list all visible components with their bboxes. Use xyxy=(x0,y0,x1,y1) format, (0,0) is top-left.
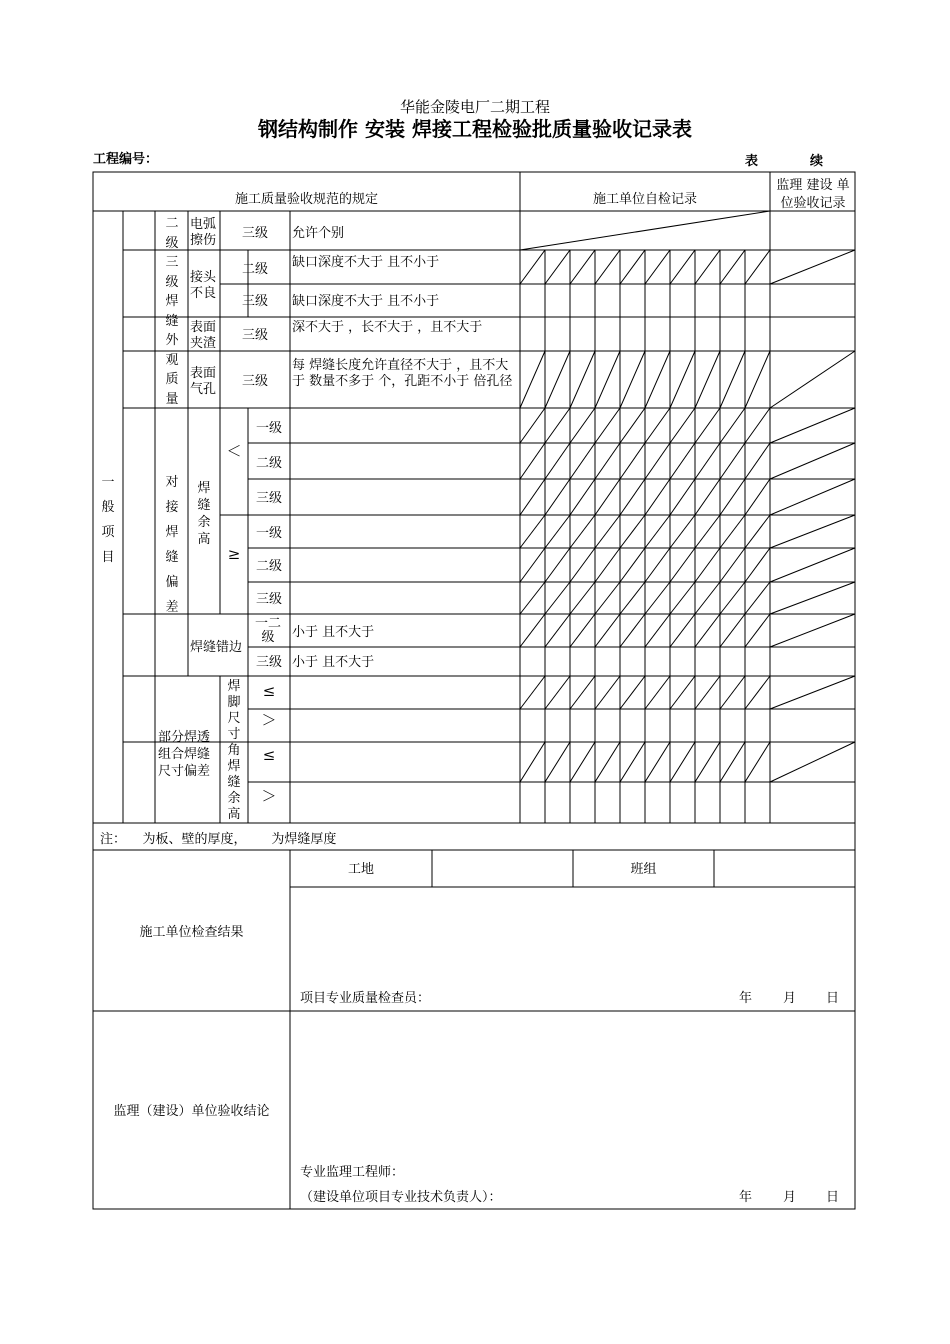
check-cell-strike xyxy=(545,351,570,408)
greater-equal-symbol: ≥ xyxy=(227,545,241,563)
check-cell-strike xyxy=(595,351,620,408)
check-cell-strike xyxy=(570,479,595,515)
check-cell-strike xyxy=(545,443,570,479)
continued-label: 续 xyxy=(810,154,824,169)
check-cell-strike xyxy=(695,479,720,515)
check-cell-strike xyxy=(695,515,720,548)
check-cell-strike xyxy=(545,408,570,443)
supervision-cell-strike xyxy=(770,351,855,408)
check-cell-strike xyxy=(595,250,620,284)
check-cell-strike xyxy=(520,408,545,443)
check-cell-strike xyxy=(645,443,670,479)
check-cell-strike xyxy=(645,479,670,515)
check-cell-strike xyxy=(645,351,670,408)
check-cell-strike xyxy=(645,515,670,548)
check-cell-strike xyxy=(570,548,595,582)
check-cell-strike xyxy=(720,479,745,515)
check-cell-strike xyxy=(695,408,720,443)
check-cell-strike xyxy=(520,515,545,548)
check-cell-strike xyxy=(545,614,570,647)
check-cell-strike xyxy=(520,479,545,515)
site-label: 工地 xyxy=(347,862,374,877)
contractor-month: 月 xyxy=(783,991,797,1006)
check-cell-strike xyxy=(570,515,595,548)
check-cell-strike xyxy=(620,742,645,782)
check-cell-strike xyxy=(695,614,720,647)
check-cell-strike xyxy=(595,443,620,479)
check-cell-strike xyxy=(620,548,645,582)
check-cell-strike xyxy=(570,408,595,443)
form-title: 钢结构制作 安装 焊接工程检验批质量验收记录表 xyxy=(258,117,692,141)
arc-strike-requirement: 允许个别 xyxy=(292,226,345,241)
grade-3-a: 三级 xyxy=(255,491,282,506)
check-cell-strike xyxy=(620,614,645,647)
check-cell-strike xyxy=(720,548,745,582)
check-cell-strike xyxy=(620,515,645,548)
less-than-symbol: ＜ xyxy=(226,442,242,460)
grade-1-b: 一级 xyxy=(255,526,282,541)
arc-strike-grade: 三级 xyxy=(241,226,268,241)
check-cell-strike xyxy=(620,479,645,515)
check-cell-strike xyxy=(545,548,570,582)
misalignment-requirement-12: 小于 且不大于 xyxy=(292,625,375,640)
table-label: 表 xyxy=(745,154,759,169)
supervision-cell-strike xyxy=(770,408,855,443)
check-cell-strike xyxy=(620,250,645,284)
contractor-day: 日 xyxy=(826,991,840,1006)
check-cell-strike xyxy=(570,351,595,408)
fillet-reinforcement-label: 角焊缝余高 xyxy=(227,743,241,822)
check-cell-strike xyxy=(695,351,720,408)
check-cell-strike xyxy=(570,582,595,614)
check-cell-strike xyxy=(745,515,770,548)
joint-defect-grade-2: 二级 xyxy=(241,262,268,277)
appearance-quality-label: 二级三级焊缝外观质量 xyxy=(165,216,179,407)
grade-2-b: 二级 xyxy=(255,559,282,574)
check-cell-strike xyxy=(695,742,720,782)
supervision-cell-strike xyxy=(770,582,855,614)
check-cell-strike xyxy=(545,582,570,614)
check-cell-strike xyxy=(720,676,745,709)
check-cell-strike xyxy=(720,742,745,782)
contractor-result-label: 施工单位检查结果 xyxy=(139,925,244,940)
porosity-grade: 三级 xyxy=(241,374,268,389)
team-label: 班组 xyxy=(630,862,657,877)
grade-3-b: 三级 xyxy=(255,592,282,607)
check-cell-strike xyxy=(695,250,720,284)
joint-defect-item: 接头不良 xyxy=(190,270,217,301)
check-cell-strike xyxy=(620,582,645,614)
joint-defect-grade-3: 三级 xyxy=(241,294,268,309)
reinforcement-label: 焊缝余高 xyxy=(197,481,211,547)
fillet-size-le-symbol: ≤ xyxy=(262,682,276,700)
arc-strike-item: 电弧擦伤 xyxy=(190,217,217,248)
check-cell-strike xyxy=(520,582,545,614)
project-number-label: 工程编号： xyxy=(93,152,159,167)
check-cell-strike xyxy=(595,582,620,614)
check-cell-strike xyxy=(545,515,570,548)
project-subtitle: 华能金陵电厂二期工程 xyxy=(399,98,550,116)
slag-grade: 三级 xyxy=(241,328,268,343)
fillet-reinf-gt-symbol: ＞ xyxy=(261,787,277,805)
check-cell-strike xyxy=(520,742,545,782)
check-cell-strike xyxy=(645,250,670,284)
check-cell-strike xyxy=(620,676,645,709)
fillet-reinf-le-symbol: ≤ xyxy=(262,746,276,764)
check-cell-strike xyxy=(570,443,595,479)
check-cell-strike xyxy=(520,614,545,647)
supervisor-day: 日 xyxy=(826,1190,840,1205)
check-cell-strike xyxy=(645,582,670,614)
check-cell-strike xyxy=(545,479,570,515)
check-cell-strike xyxy=(745,742,770,782)
check-cell-strike xyxy=(745,676,770,709)
owner-technical-lead-label: （建设单位项目专业技术负责人）： xyxy=(300,1190,502,1205)
supervision-cell-strike xyxy=(770,676,855,709)
check-cell-strike xyxy=(745,479,770,515)
check-cell-strike xyxy=(695,548,720,582)
check-cell-strike xyxy=(670,742,695,782)
misalignment-requirement-3: 小于 且不大于 xyxy=(292,655,375,670)
check-cell-strike xyxy=(570,742,595,782)
check-cell-strike xyxy=(670,548,695,582)
check-cell-strike xyxy=(595,515,620,548)
check-cell-strike xyxy=(670,479,695,515)
check-cell-strike xyxy=(570,676,595,709)
slag-item: 表面夹渣 xyxy=(190,320,217,351)
check-cell-strike xyxy=(620,443,645,479)
joint-defect-requirement-2: 缺口深度不大于 且不小于 xyxy=(292,255,440,270)
arc-strike-check-strike xyxy=(520,211,770,250)
check-cell-strike xyxy=(545,250,570,284)
check-cell-strike xyxy=(670,676,695,709)
quality-inspector-label: 项目专业质量检查员： xyxy=(300,991,431,1006)
misalignment-grade-12: 一二级 xyxy=(254,616,281,645)
check-cell-strike xyxy=(545,676,570,709)
supervision-cell-strike xyxy=(770,742,855,782)
slag-requirement: 深不大于 ，长不大于 ，且不大于 xyxy=(292,320,483,335)
check-cell-strike xyxy=(595,676,620,709)
supervision-cell-strike xyxy=(770,515,855,548)
check-cell-strike xyxy=(670,515,695,548)
check-cell-strike xyxy=(520,351,545,408)
supervisor-conclusion-label: 监理（建设）单位验收结论 xyxy=(113,1104,270,1119)
fillet-size-label: 焊脚尺寸 xyxy=(227,679,241,742)
check-cell-strike xyxy=(695,676,720,709)
supervision-cell-strike xyxy=(770,443,855,479)
grade-2-a: 二级 xyxy=(255,456,282,471)
butt-weld-deviation-label: 对接焊缝偏差 xyxy=(165,475,179,615)
check-cell-strike xyxy=(570,614,595,647)
check-cell-strike xyxy=(520,443,545,479)
check-cell-strike xyxy=(645,614,670,647)
check-cell-strike xyxy=(670,443,695,479)
misalignment-grade-3: 三级 xyxy=(255,655,282,670)
check-cell-strike xyxy=(745,408,770,443)
check-cell-strike xyxy=(620,351,645,408)
check-cell-strike xyxy=(595,742,620,782)
check-cell-strike xyxy=(720,614,745,647)
check-cell-strike xyxy=(670,351,695,408)
check-cell-strike xyxy=(670,582,695,614)
table-note: 注： 为板、壁的厚度， 为焊缝厚度 xyxy=(100,832,337,847)
check-cell-strike xyxy=(595,479,620,515)
check-cell-strike xyxy=(720,443,745,479)
check-cell-strike xyxy=(695,582,720,614)
check-cell-strike xyxy=(545,742,570,782)
check-cell-strike xyxy=(745,582,770,614)
check-cell-strike xyxy=(745,443,770,479)
check-cell-strike xyxy=(520,676,545,709)
check-cell-strike xyxy=(670,250,695,284)
check-cell-strike xyxy=(595,548,620,582)
check-cell-strike xyxy=(745,351,770,408)
supervision-cell-strike xyxy=(770,250,855,284)
check-cell-strike xyxy=(720,582,745,614)
partial-penetration-label: 部分焊透组合焊缝尺寸偏差 xyxy=(158,730,211,779)
supervisor-year: 年 xyxy=(739,1190,753,1205)
supervising-engineer-label: 专业监理工程师： xyxy=(300,1165,405,1180)
spec-column-header: 施工质量验收规范的规定 xyxy=(234,192,378,207)
supervision-cell-strike xyxy=(770,614,855,647)
check-cell-strike xyxy=(645,408,670,443)
check-cell-strike xyxy=(720,408,745,443)
supervisor-month: 月 xyxy=(783,1190,797,1205)
check-cell-strike xyxy=(745,548,770,582)
check-cell-strike xyxy=(595,614,620,647)
supervision-cell-strike xyxy=(770,479,855,515)
check-cell-strike xyxy=(695,443,720,479)
check-cell-strike xyxy=(645,548,670,582)
porosity-item: 表面气孔 xyxy=(190,366,217,397)
check-cell-strike xyxy=(520,250,545,284)
fillet-size-gt-symbol: ＞ xyxy=(261,711,277,729)
check-cell-strike xyxy=(720,351,745,408)
misalignment-label: 焊缝错边 xyxy=(190,640,243,655)
check-cell-strike xyxy=(720,515,745,548)
supervision-cell-strike xyxy=(770,548,855,582)
check-cell-strike xyxy=(745,614,770,647)
check-cell-strike xyxy=(645,742,670,782)
check-cell-strike xyxy=(595,408,620,443)
check-cell-strike xyxy=(670,408,695,443)
check-cell-strike xyxy=(520,548,545,582)
check-cell-strike xyxy=(570,250,595,284)
check-cell-strike xyxy=(745,250,770,284)
contractor-year: 年 xyxy=(739,991,753,1006)
self-check-column-header: 施工单位自检记录 xyxy=(592,192,697,207)
check-cell-strike xyxy=(620,408,645,443)
joint-defect-requirement-3: 缺口深度不大于 且不小于 xyxy=(292,294,440,309)
check-cell-strike xyxy=(645,676,670,709)
check-cell-strike xyxy=(720,250,745,284)
supervision-column-header: 监理 建设 单位验收记录 xyxy=(776,178,850,211)
general-items-label: 一般项目 xyxy=(101,475,115,565)
porosity-requirement: 每 焊缝长度允许直径不大于 ，且不大于 数量不多于 个，孔距不小于 倍孔径 xyxy=(292,358,513,389)
grade-1-a: 一级 xyxy=(255,421,282,436)
check-cell-strike xyxy=(670,614,695,647)
